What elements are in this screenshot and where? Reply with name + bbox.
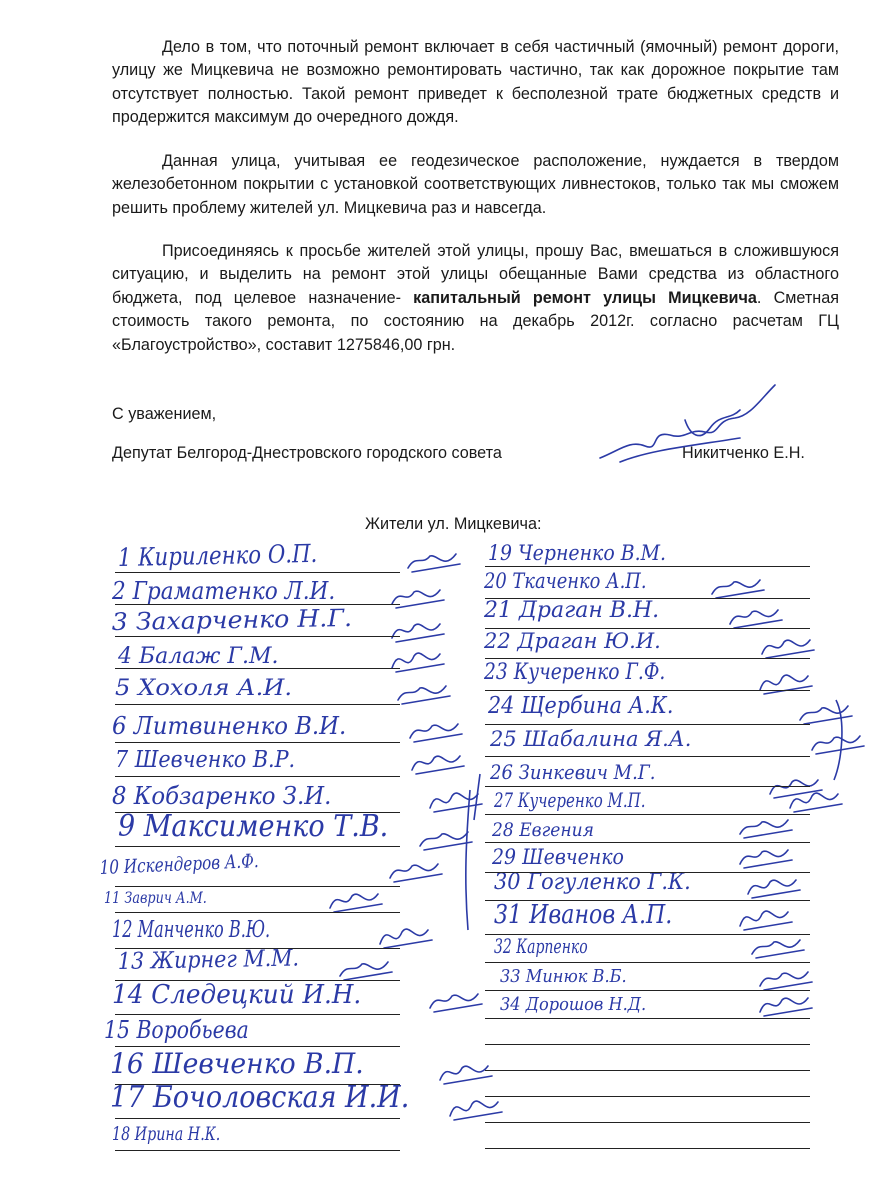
signature-line: [115, 1150, 400, 1151]
resident-number: 12: [112, 917, 138, 943]
resident-signature: [420, 832, 472, 850]
resident-signature: [740, 820, 792, 838]
resident-name: Кучеренко Г.Ф.: [513, 660, 666, 685]
signature-line: [485, 1096, 810, 1097]
resident-signature: [752, 940, 804, 958]
resident-number: 22: [484, 629, 518, 653]
resident-signature: [398, 686, 450, 704]
resident-number: 26: [490, 760, 519, 784]
resident-number: 33: [500, 966, 526, 987]
residents-title: Жители ул. Мицкевича:: [365, 515, 542, 533]
signature-line: [485, 724, 810, 725]
resident-name: Ткаченко А.П.: [512, 569, 647, 593]
signature-line: [115, 604, 400, 605]
resident-signature: [760, 972, 812, 990]
resident-signature: [812, 736, 864, 754]
resident-name: Дорошов Н.Д.: [525, 994, 647, 1015]
resident-entry: [110, 1047, 364, 1080]
resident-name: Манченко В.Ю.: [137, 917, 271, 943]
resident-entry: [104, 1018, 249, 1042]
resident-name: Шевченко В.П.: [152, 1047, 364, 1080]
resident-name: Шабалина Я.А.: [523, 727, 692, 751]
resident-signature: [762, 640, 814, 658]
resident-entry: [112, 606, 353, 634]
resident-number: 31: [494, 900, 530, 930]
signature-line: [485, 1044, 810, 1045]
resident-entry: [112, 1125, 220, 1144]
resident-number: 20: [484, 569, 513, 593]
resident-number: 19: [488, 541, 519, 565]
resident-signature: [390, 864, 442, 882]
signature-line: [485, 598, 810, 599]
resident-name: Черненко В.М.: [518, 541, 666, 565]
signature-line: [485, 842, 810, 843]
resident-name: Балаж Г.М.: [139, 644, 279, 669]
resident-name: Литвиненко В.И.: [133, 712, 347, 740]
resident-entry: [488, 695, 673, 718]
resident-number: 24: [488, 693, 521, 719]
resident-number: 4: [118, 644, 139, 669]
resident-entry: [112, 579, 335, 603]
resident-entry: [484, 571, 647, 592]
resident-number: 9: [118, 809, 144, 844]
signature-line: [485, 658, 810, 659]
resident-name: Драган В.Н.: [519, 598, 660, 623]
signature-line: [485, 1148, 810, 1149]
resident-number: 8: [112, 782, 134, 810]
signature-line: [485, 900, 810, 901]
resident-name: Максименко Т.В.: [143, 809, 389, 844]
resident-number: 1: [117, 542, 139, 572]
resident-entry: [492, 821, 594, 840]
signature-line: [485, 756, 810, 757]
paragraph-3-bold: капитальный ремонт улицы Мицкевича: [413, 288, 757, 307]
resident-signature: [380, 929, 432, 948]
resident-signature: [330, 894, 382, 912]
resident-number: 7: [115, 747, 135, 773]
deputy-title: Депутат Белгород-Днестровского городского совета: [112, 444, 502, 462]
resident-number: 13: [117, 948, 151, 975]
resident-number: 29: [492, 845, 523, 869]
resident-name: Заврич А.М.: [124, 888, 207, 907]
resident-number: 3: [111, 607, 137, 636]
resident-entry: [115, 678, 292, 700]
resident-entry: [500, 996, 646, 1014]
signature-line: [485, 690, 810, 691]
resident-name: Карпенко: [516, 934, 588, 958]
greeting: С уважением,: [112, 405, 217, 423]
resident-entry: [494, 790, 645, 810]
signature-line: [485, 566, 810, 567]
resident-entry: [490, 762, 655, 782]
resident-number: 28: [492, 819, 520, 841]
resident-signature: [392, 590, 444, 608]
signature-line: [485, 1122, 810, 1123]
resident-signature: [770, 780, 822, 798]
signature-line: [115, 1046, 400, 1047]
resident-entry: [484, 631, 661, 652]
resident-name: Ирина Н.К.: [134, 1123, 221, 1145]
resident-number: 6: [112, 712, 134, 740]
resident-entry: [112, 919, 270, 942]
resident-name: Гогуленко Г.К.: [527, 870, 691, 895]
resident-entry: [494, 902, 672, 928]
resident-signature: [392, 653, 444, 672]
resident-signature: [410, 724, 462, 742]
resident-number: 34: [500, 994, 526, 1015]
signature-line: [485, 628, 810, 629]
signature-line: [485, 786, 810, 787]
resident-number: 21: [484, 598, 519, 623]
signature-line: [115, 846, 400, 847]
resident-signature: [440, 1066, 492, 1084]
resident-entry: [492, 847, 624, 868]
resident-name: Искендеров А.Ф.: [123, 850, 259, 878]
resident-signature: [430, 994, 482, 1012]
resident-signature: [760, 675, 812, 694]
resident-signature: [740, 850, 792, 868]
resident-signature: [790, 793, 842, 812]
signature-line: [485, 990, 810, 991]
paragraph-2: [112, 150, 839, 220]
resident-entry: [494, 936, 588, 956]
resident-entry: [500, 968, 627, 986]
paragraph-2-text: Данная улица, учитывая ее геодезическое расположение, нуждается в твердом железобетонном покрытии с установкой соответствующих ливнестоков, только так мы сможем решить проблему жителей ул. Мицкевича раз и навсегда.: [112, 152, 839, 217]
resident-entry: [118, 947, 300, 974]
pen-stroke: [466, 790, 470, 930]
resident-signature: [800, 706, 852, 724]
signature-line: [115, 1118, 400, 1119]
signature-line: [115, 636, 400, 637]
signature-line: [115, 742, 400, 743]
signature-line: [485, 1018, 810, 1019]
resident-entry: [488, 543, 666, 564]
resident-number: 18: [112, 1123, 135, 1145]
resident-entry: [118, 646, 279, 668]
signature-line: [115, 886, 400, 887]
resident-number: 23: [484, 660, 514, 685]
resident-number: 2: [112, 577, 133, 605]
resident-number: 16: [110, 1047, 153, 1080]
resident-entry: [112, 784, 331, 808]
resident-number: 25: [490, 727, 524, 751]
resident-signature: [412, 756, 464, 774]
resident-signature: [430, 793, 482, 812]
resident-name: Жирнег М.М.: [150, 945, 300, 975]
resident-name: Кобзаренко З.И.: [133, 782, 332, 810]
resident-name: Воробьева: [136, 1016, 249, 1044]
resident-number: 11: [104, 888, 125, 907]
resident-signature: [392, 624, 444, 642]
signature-line: [115, 1084, 400, 1085]
resident-name: Минюк В.Б.: [525, 966, 627, 987]
signature-line: [115, 776, 400, 777]
resident-entry: [115, 749, 295, 772]
resident-number: 5: [115, 676, 139, 701]
signature-line: [115, 912, 400, 913]
signature-line: [115, 1014, 400, 1015]
deputy-signature: [590, 380, 790, 470]
signature-line: [115, 572, 400, 573]
resident-name: Щербина А.К.: [520, 693, 674, 719]
paragraph-1: [112, 36, 839, 130]
signature-line: [485, 814, 810, 815]
resident-signature: [760, 998, 812, 1016]
resident-number: 10: [99, 855, 125, 879]
paragraph-3-start: Присоединяясь к просьбе жителей этой улицы, прошу Вас, вмешаться в сложившуюся ситуацию, и выделить на ремонт этой улицы обещанные Вами средства из областного бюджета, под целевое назначение-: [112, 242, 839, 307]
paragraph-3-end: . Сметная стоимость такого ремонта, по состоянию на декабрь 2012г. согласно расчетам ГЦ «Благоустройство», составит 1275846,00 грн.: [112, 288, 840, 354]
resident-entry: [494, 872, 691, 894]
signature-line: [485, 962, 810, 963]
resident-signature: [340, 962, 392, 980]
resident-name: Драган Ю.И.: [517, 629, 661, 653]
signature-line: [115, 668, 400, 669]
resident-number: 30: [494, 870, 528, 895]
resident-entry: [484, 662, 665, 684]
resident-number: 27: [494, 788, 518, 812]
resident-entry: [110, 1080, 410, 1115]
resident-name: Шевченко В.Р.: [134, 747, 296, 773]
resident-entry: [104, 890, 207, 906]
resident-entry: [490, 729, 691, 750]
resident-name: Бочоловская И.И.: [152, 1080, 410, 1115]
resident-number: 14: [112, 980, 152, 1010]
resident-signature: [740, 911, 792, 930]
resident-name: Следецкий И.Н.: [151, 980, 362, 1010]
resident-signature: [712, 580, 764, 598]
resident-entry: [484, 600, 659, 622]
resident-signature: [748, 880, 800, 898]
signature-line: [115, 980, 400, 981]
resident-entry: [112, 714, 346, 738]
resident-name: Шевченко: [522, 845, 624, 869]
paragraph-1-text: Дело в том, что поточный ремонт включает в себя частичный (ямочный) ремонт дороги, улицу же Мицкевича не возможно ремонтировать частично, так как дорожное покрытие там отсутствует полностью. Такой ремонт приведет к бесполезной трате бюджетных средств и продержится максимум до очередного дождя.: [112, 38, 839, 127]
resident-number: 17: [110, 1080, 153, 1115]
signature-line: [485, 872, 810, 873]
resident-name: Кучеренко М.П.: [517, 788, 646, 812]
resident-name: Иванов А.П.: [529, 900, 673, 930]
resident-name: Кириленко О.П.: [137, 538, 318, 572]
resident-number: 15: [104, 1016, 137, 1044]
resident-number: 32: [494, 934, 517, 958]
signature-line: [115, 812, 400, 813]
resident-signature: [730, 610, 782, 628]
resident-entry: [112, 982, 361, 1008]
signature-line: [485, 1070, 810, 1071]
resident-name: Граматенко Л.И.: [132, 577, 336, 605]
resident-signature: [450, 1101, 502, 1120]
resident-entry: [117, 538, 318, 572]
resident-name: Захарченко Н.Г.: [135, 604, 353, 636]
resident-entry: [118, 809, 389, 844]
paragraph-3: [112, 240, 839, 357]
resident-signature: [408, 554, 460, 572]
resident-name: Евгения: [519, 819, 594, 841]
resident-name: Хохоля А.И.: [138, 676, 293, 701]
resident-name: Зинкевич М.Г.: [518, 760, 656, 784]
signature-line: [485, 934, 810, 935]
signature-line: [115, 704, 400, 705]
deputy-name: Никитченко Е.Н.: [682, 444, 805, 462]
signature-line: [115, 948, 400, 949]
